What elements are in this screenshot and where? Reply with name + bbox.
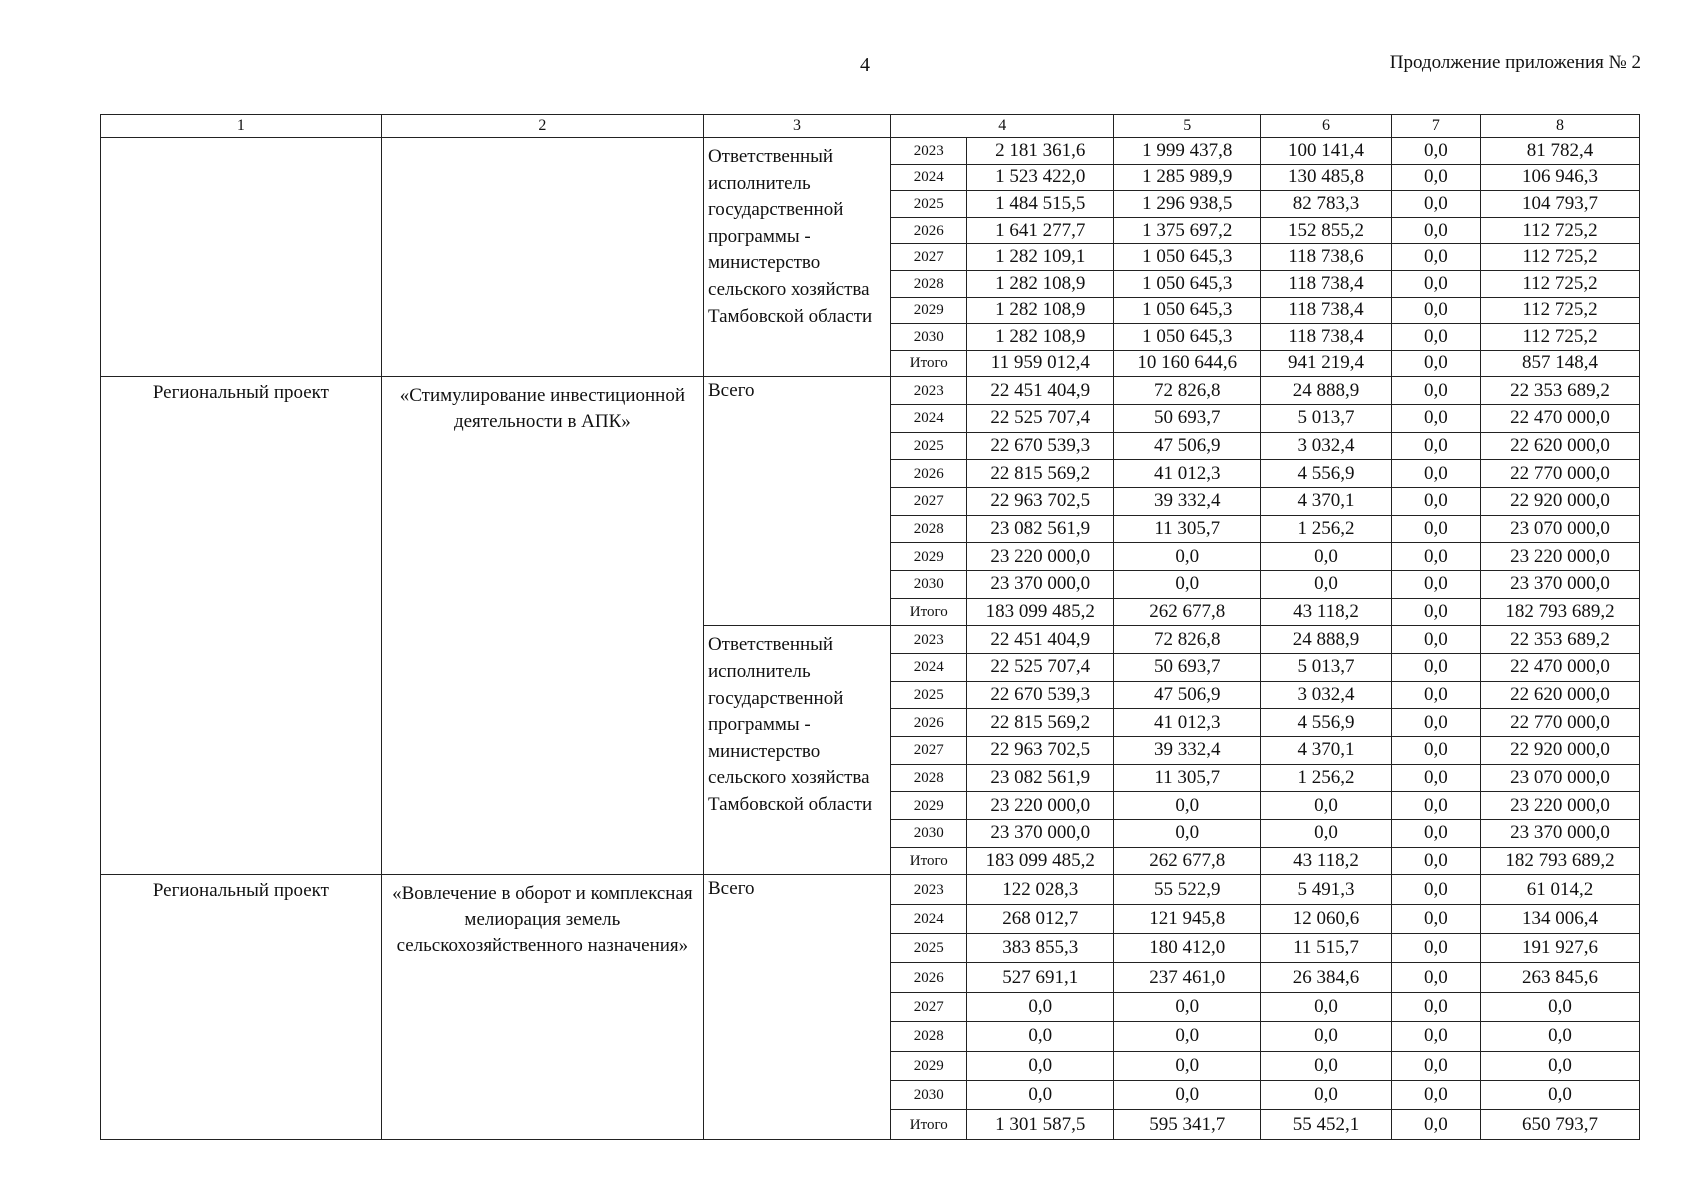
value-cell: 10 160 644,6 — [1114, 350, 1261, 377]
value-cell: 118 738,4 — [1261, 270, 1392, 297]
value-cell: 0,0 — [1261, 1051, 1392, 1080]
value-cell: 22 525 707,4 — [967, 653, 1114, 681]
value-cell: 0,0 — [1391, 432, 1480, 460]
value-cell: 0,0 — [1391, 764, 1480, 792]
value-cell: 0,0 — [1391, 543, 1480, 571]
year-cell: 2030 — [891, 570, 967, 598]
value-cell: 11 515,7 — [1261, 934, 1392, 963]
value-cell: 0,0 — [1261, 992, 1392, 1021]
value-cell: 191 927,6 — [1481, 934, 1640, 963]
year-cell: 2023 — [891, 138, 967, 165]
year-cell: 2029 — [891, 297, 967, 324]
value-cell: 22 451 404,9 — [967, 377, 1114, 405]
year-cell: 2024 — [891, 404, 967, 432]
value-cell: 183 099 485,2 — [967, 598, 1114, 626]
year-cell: 2029 — [891, 1051, 967, 1080]
year-cell: 2026 — [891, 217, 967, 244]
value-cell: 50 693,7 — [1114, 653, 1261, 681]
value-cell: 0,0 — [1391, 297, 1480, 324]
value-cell: 0,0 — [1391, 270, 1480, 297]
value-cell: 182 793 689,2 — [1481, 847, 1640, 875]
table-row — [101, 875, 1640, 904]
value-cell: 23 082 561,9 — [967, 515, 1114, 543]
value-cell: 22 920 000,0 — [1481, 737, 1640, 765]
value-cell: 1 282 108,9 — [967, 324, 1114, 351]
value-cell: 23 220 000,0 — [1481, 543, 1640, 571]
value-cell: 0,0 — [1391, 191, 1480, 218]
value-cell: 22 670 539,3 — [967, 681, 1114, 709]
year-cell: 2023 — [891, 377, 967, 405]
value-cell: 0,0 — [1391, 1022, 1480, 1051]
year-cell: 2025 — [891, 191, 967, 218]
value-cell: 11 959 012,4 — [967, 350, 1114, 377]
value-cell: 0,0 — [1391, 963, 1480, 992]
value-cell: 0,0 — [1391, 934, 1480, 963]
value-cell: 1 050 645,3 — [1114, 244, 1261, 271]
value-cell: 23 070 000,0 — [1481, 764, 1640, 792]
value-cell: 0,0 — [1391, 350, 1480, 377]
value-cell: 1 484 515,5 — [967, 191, 1114, 218]
value-cell: 1 256,2 — [1261, 515, 1392, 543]
entry-name-cell: «Стимулирование инвестиционной деятельности в АПК» — [381, 377, 703, 875]
funding-source-cell: Всего — [703, 377, 890, 626]
year-cell: 2025 — [891, 934, 967, 963]
value-cell: 0,0 — [1114, 792, 1261, 820]
value-cell: 1 523 422,0 — [967, 164, 1114, 191]
value-cell: 39 332,4 — [1114, 737, 1261, 765]
value-cell: 152 855,2 — [1261, 217, 1392, 244]
entry-type-cell: Региональный проект — [101, 875, 382, 1140]
entry-name-cell — [381, 138, 703, 377]
value-cell: 0,0 — [1391, 904, 1480, 933]
value-cell: 26 384,6 — [1261, 963, 1392, 992]
value-cell: 0,0 — [1481, 1051, 1640, 1080]
value-cell: 72 826,8 — [1114, 626, 1261, 654]
value-cell: 23 082 561,9 — [967, 764, 1114, 792]
value-cell: 106 946,3 — [1481, 164, 1640, 191]
value-cell: 41 012,3 — [1114, 709, 1261, 737]
value-cell: 0,0 — [1114, 820, 1261, 848]
value-cell: 182 793 689,2 — [1481, 598, 1640, 626]
value-cell: 55 452,1 — [1261, 1110, 1392, 1140]
value-cell: 0,0 — [1261, 570, 1392, 598]
value-cell: 50 693,7 — [1114, 404, 1261, 432]
value-cell: 22 815 569,2 — [967, 460, 1114, 488]
value-cell: 22 963 702,5 — [967, 737, 1114, 765]
value-cell: 2 181 361,6 — [967, 138, 1114, 165]
table-header-row — [101, 115, 1640, 138]
year-cell: 2026 — [891, 963, 967, 992]
year-cell: Итого — [891, 598, 967, 626]
value-cell: 0,0 — [1391, 847, 1480, 875]
value-cell: 0,0 — [1391, 875, 1480, 904]
value-cell: 0,0 — [1261, 1022, 1392, 1051]
value-cell: 23 070 000,0 — [1481, 515, 1640, 543]
table-row — [101, 377, 1640, 405]
value-cell: 72 826,8 — [1114, 377, 1261, 405]
column-header: 1 — [101, 115, 382, 138]
year-cell: 2024 — [891, 653, 967, 681]
value-cell: 0,0 — [1391, 377, 1480, 405]
year-cell: 2023 — [891, 875, 967, 904]
value-cell: 941 219,4 — [1261, 350, 1392, 377]
value-cell: 0,0 — [1391, 515, 1480, 543]
value-cell: 0,0 — [1481, 1022, 1640, 1051]
value-cell: 0,0 — [1114, 992, 1261, 1021]
value-cell: 0,0 — [1391, 1110, 1480, 1140]
value-cell: 1 301 587,5 — [967, 1110, 1114, 1140]
value-cell: 0,0 — [1114, 570, 1261, 598]
value-cell: 22 620 000,0 — [1481, 681, 1640, 709]
value-cell: 61 014,2 — [1481, 875, 1640, 904]
value-cell: 5 013,7 — [1261, 653, 1392, 681]
value-cell: 0,0 — [1391, 1051, 1480, 1080]
value-cell: 0,0 — [1481, 992, 1640, 1021]
value-cell: 183 099 485,2 — [967, 847, 1114, 875]
value-cell: 1 282 108,9 — [967, 270, 1114, 297]
value-cell: 1 375 697,2 — [1114, 217, 1261, 244]
year-cell: 2028 — [891, 764, 967, 792]
value-cell: 43 118,2 — [1261, 598, 1392, 626]
value-cell: 1 282 108,9 — [967, 297, 1114, 324]
value-cell: 12 060,6 — [1261, 904, 1392, 933]
year-cell: 2028 — [891, 270, 967, 297]
value-cell: 118 738,6 — [1261, 244, 1392, 271]
entry-type-cell: Региональный проект — [101, 377, 382, 875]
value-cell: 23 370 000,0 — [967, 570, 1114, 598]
year-cell: 2028 — [891, 515, 967, 543]
value-cell: 268 012,7 — [967, 904, 1114, 933]
value-cell: 1 282 109,1 — [967, 244, 1114, 271]
value-cell: 1 050 645,3 — [1114, 324, 1261, 351]
value-cell: 118 738,4 — [1261, 297, 1392, 324]
year-cell: 2026 — [891, 709, 967, 737]
value-cell: 0,0 — [1391, 626, 1480, 654]
value-cell: 47 506,9 — [1114, 432, 1261, 460]
value-cell: 0,0 — [967, 1080, 1114, 1109]
value-cell: 0,0 — [1391, 737, 1480, 765]
value-cell: 262 677,8 — [1114, 847, 1261, 875]
value-cell: 0,0 — [1391, 244, 1480, 271]
value-cell: 1 296 938,5 — [1114, 191, 1261, 218]
funding-source-cell: Ответственный исполнитель государственной программы - министерство сельского хозяйства Тамбовской области — [703, 626, 890, 875]
column-header: 8 — [1481, 115, 1640, 138]
value-cell: 112 725,2 — [1481, 270, 1640, 297]
value-cell: 0,0 — [1391, 681, 1480, 709]
value-cell: 0,0 — [1261, 792, 1392, 820]
entry-name-cell: «Вовлечение в оборот и комплексная мелиорация земель сельскохозяйственного назначения» — [381, 875, 703, 1140]
value-cell: 23 370 000,0 — [967, 820, 1114, 848]
year-cell: 2027 — [891, 992, 967, 1021]
value-cell: 122 028,3 — [967, 875, 1114, 904]
value-cell: 22 770 000,0 — [1481, 709, 1640, 737]
value-cell: 22 353 689,2 — [1481, 626, 1640, 654]
value-cell: 1 050 645,3 — [1114, 297, 1261, 324]
budget-table — [100, 114, 1640, 1140]
value-cell: 0,0 — [1391, 1080, 1480, 1109]
year-cell: 2030 — [891, 1080, 967, 1109]
value-cell: 112 725,2 — [1481, 324, 1640, 351]
page-number: 4 — [860, 54, 870, 76]
value-cell: 22 470 000,0 — [1481, 404, 1640, 432]
value-cell: 0,0 — [1391, 460, 1480, 488]
value-cell: 383 855,3 — [967, 934, 1114, 963]
value-cell: 5 491,3 — [1261, 875, 1392, 904]
value-cell: 55 522,9 — [1114, 875, 1261, 904]
funding-source-cell: Всего — [703, 875, 890, 1140]
column-header: 6 — [1261, 115, 1392, 138]
value-cell: 81 782,4 — [1481, 138, 1640, 165]
value-cell: 237 461,0 — [1114, 963, 1261, 992]
year-cell: 2026 — [891, 460, 967, 488]
value-cell: 130 485,8 — [1261, 164, 1392, 191]
year-cell: 2025 — [891, 681, 967, 709]
year-cell: 2029 — [891, 792, 967, 820]
value-cell: 41 012,3 — [1114, 460, 1261, 488]
value-cell: 0,0 — [1391, 792, 1480, 820]
value-cell: 11 305,7 — [1114, 764, 1261, 792]
value-cell: 0,0 — [1481, 1080, 1640, 1109]
value-cell: 0,0 — [1261, 1080, 1392, 1109]
year-cell: 2029 — [891, 543, 967, 571]
value-cell: 3 032,4 — [1261, 681, 1392, 709]
value-cell: 118 738,4 — [1261, 324, 1392, 351]
value-cell: 0,0 — [1391, 709, 1480, 737]
value-cell: 24 888,9 — [1261, 377, 1392, 405]
value-cell: 11 305,7 — [1114, 515, 1261, 543]
value-cell: 857 148,4 — [1481, 350, 1640, 377]
value-cell: 112 725,2 — [1481, 297, 1640, 324]
year-cell: 2024 — [891, 904, 967, 933]
value-cell: 3 032,4 — [1261, 432, 1392, 460]
value-cell: 82 783,3 — [1261, 191, 1392, 218]
value-cell: 4 370,1 — [1261, 737, 1392, 765]
year-cell: 2027 — [891, 737, 967, 765]
year-cell: 2023 — [891, 626, 967, 654]
value-cell: 4 556,9 — [1261, 460, 1392, 488]
funding-source-cell: Ответственный исполнитель государственной программы - министерство сельского хозяйства Тамбовской области — [703, 138, 890, 377]
value-cell: 595 341,7 — [1114, 1110, 1261, 1140]
value-cell: 0,0 — [1391, 992, 1480, 1021]
column-header: 7 — [1391, 115, 1480, 138]
value-cell: 22 525 707,4 — [967, 404, 1114, 432]
year-cell: Итого — [891, 847, 967, 875]
value-cell: 104 793,7 — [1481, 191, 1640, 218]
table-row — [101, 138, 1640, 165]
appendix-header: Продолжение приложения № 2 — [1389, 52, 1641, 73]
value-cell: 22 815 569,2 — [967, 709, 1114, 737]
value-cell: 112 725,2 — [1481, 217, 1640, 244]
value-cell: 0,0 — [967, 1051, 1114, 1080]
value-cell: 0,0 — [1114, 543, 1261, 571]
value-cell: 23 370 000,0 — [1481, 570, 1640, 598]
entry-type-cell — [101, 138, 382, 377]
value-cell: 22 353 689,2 — [1481, 377, 1640, 405]
value-cell: 43 118,2 — [1261, 847, 1392, 875]
value-cell: 0,0 — [1391, 570, 1480, 598]
value-cell: 4 370,1 — [1261, 487, 1392, 515]
value-cell: 112 725,2 — [1481, 244, 1640, 271]
value-cell: 0,0 — [1391, 404, 1480, 432]
value-cell: 5 013,7 — [1261, 404, 1392, 432]
column-header: 2 — [381, 115, 703, 138]
value-cell: 22 770 000,0 — [1481, 460, 1640, 488]
value-cell: 1 285 989,9 — [1114, 164, 1261, 191]
value-cell: 100 141,4 — [1261, 138, 1392, 165]
value-cell: 23 220 000,0 — [967, 543, 1114, 571]
value-cell: 263 845,6 — [1481, 963, 1640, 992]
value-cell: 1 050 645,3 — [1114, 270, 1261, 297]
value-cell: 24 888,9 — [1261, 626, 1392, 654]
value-cell: 22 963 702,5 — [967, 487, 1114, 515]
value-cell: 1 641 277,7 — [967, 217, 1114, 244]
value-cell: 22 451 404,9 — [967, 626, 1114, 654]
value-cell: 22 920 000,0 — [1481, 487, 1640, 515]
value-cell: 0,0 — [1391, 820, 1480, 848]
value-cell: 0,0 — [1114, 1080, 1261, 1109]
year-cell: 2027 — [891, 244, 967, 271]
year-cell: 2030 — [891, 820, 967, 848]
value-cell: 180 412,0 — [1114, 934, 1261, 963]
value-cell: 0,0 — [1391, 653, 1480, 681]
value-cell: 0,0 — [1391, 324, 1480, 351]
value-cell: 0,0 — [1391, 598, 1480, 626]
year-cell: 2024 — [891, 164, 967, 191]
value-cell: 1 999 437,8 — [1114, 138, 1261, 165]
year-cell: Итого — [891, 350, 967, 377]
year-cell: 2025 — [891, 432, 967, 460]
value-cell: 262 677,8 — [1114, 598, 1261, 626]
value-cell: 22 470 000,0 — [1481, 653, 1640, 681]
column-header: 4 — [891, 115, 1114, 138]
value-cell: 0,0 — [1391, 487, 1480, 515]
value-cell: 650 793,7 — [1481, 1110, 1640, 1140]
value-cell: 47 506,9 — [1114, 681, 1261, 709]
value-cell: 0,0 — [1114, 1022, 1261, 1051]
value-cell: 23 220 000,0 — [967, 792, 1114, 820]
column-header: 3 — [703, 115, 890, 138]
column-header: 5 — [1114, 115, 1261, 138]
value-cell: 0,0 — [1391, 217, 1480, 244]
value-cell: 0,0 — [967, 992, 1114, 1021]
value-cell: 121 945,8 — [1114, 904, 1261, 933]
year-cell: 2027 — [891, 487, 967, 515]
value-cell: 0,0 — [1391, 138, 1480, 165]
value-cell: 134 006,4 — [1481, 904, 1640, 933]
value-cell: 0,0 — [1261, 820, 1392, 848]
value-cell: 22 670 539,3 — [967, 432, 1114, 460]
year-cell: Итого — [891, 1110, 967, 1140]
value-cell: 22 620 000,0 — [1481, 432, 1640, 460]
value-cell: 23 370 000,0 — [1481, 820, 1640, 848]
year-cell: 2028 — [891, 1022, 967, 1051]
value-cell: 0,0 — [1391, 164, 1480, 191]
value-cell: 0,0 — [967, 1022, 1114, 1051]
value-cell: 0,0 — [1114, 1051, 1261, 1080]
value-cell: 0,0 — [1261, 543, 1392, 571]
value-cell: 4 556,9 — [1261, 709, 1392, 737]
value-cell: 39 332,4 — [1114, 487, 1261, 515]
year-cell: 2030 — [891, 324, 967, 351]
value-cell: 527 691,1 — [967, 963, 1114, 992]
value-cell: 23 220 000,0 — [1481, 792, 1640, 820]
value-cell: 1 256,2 — [1261, 764, 1392, 792]
